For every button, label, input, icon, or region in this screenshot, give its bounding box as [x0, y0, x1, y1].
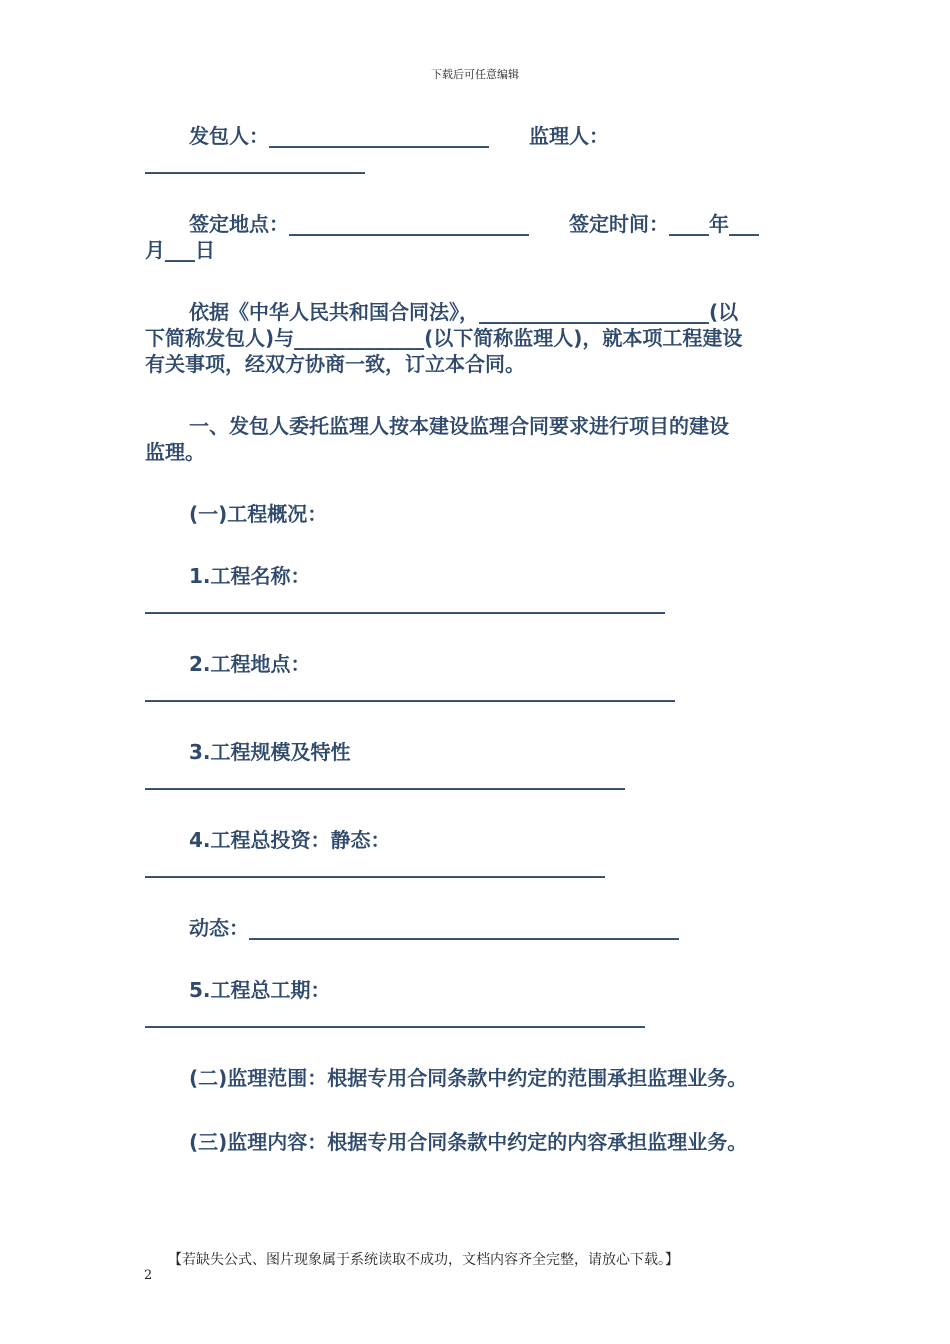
basis-paragraph-line-1: 依据《中华人民共和国合同法》，_______________________(以	[189, 300, 739, 324]
basis-paragraph-line-3: 有关事项，经双方协商一致，订立本合同。	[145, 352, 525, 376]
supervision-content: (三)监理内容：根据专用合同条款中约定的内容承担监理业务。	[189, 1130, 748, 1154]
investment-static-blank: ______________________________________________	[145, 854, 605, 878]
clause-one-line-1: 一、发包人委托监理人按本建设监理合同要求进行项目的建设	[189, 414, 729, 438]
employer-supervisor-line: 发包人：______________________ 监理人：	[189, 124, 609, 148]
total-duration-label: 5.工程总工期：	[189, 978, 331, 1002]
signing-place-time-line: 签定地点：________________________ 签定时间：____年___	[189, 212, 759, 236]
investment-dynamic-line: 动态：___________________________________________	[189, 916, 679, 940]
project-scale-label: 3.工程规模及特性	[189, 740, 351, 764]
project-location-label: 2.工程地点：	[189, 652, 311, 676]
supervisor-blank: ______________________	[145, 150, 365, 174]
supervision-scope: (二)监理范围：根据专用合同条款中约定的范围承担监理业务。	[189, 1066, 748, 1090]
total-duration-blank: __________________________________________________	[145, 1004, 645, 1028]
project-scale-blank: ________________________________________________	[145, 766, 625, 790]
signing-date-line: 月___日	[145, 238, 215, 262]
project-name-label: 1.工程名称：	[189, 564, 311, 588]
project-overview-heading: (一)工程概况：	[189, 502, 328, 526]
page-header: 下载后可任意编辑	[431, 68, 519, 81]
clause-one-line-2: 监理。	[145, 440, 205, 464]
page-footer-note: 【若缺失公式、图片现象属于系统读取不成功，文档内容齐全完整，请放心下载。】	[168, 1252, 679, 1268]
page-number: 2	[144, 1268, 153, 1283]
basis-paragraph-line-2: 下简称发包人)与_____________(以下简称监理人)，就本项工程建设	[145, 326, 743, 350]
investment-static-label: 4.工程总投资：静态：	[189, 828, 391, 852]
project-location-blank: _____________________________________________________	[145, 678, 675, 702]
project-name-blank: ____________________________________________________	[145, 590, 665, 614]
